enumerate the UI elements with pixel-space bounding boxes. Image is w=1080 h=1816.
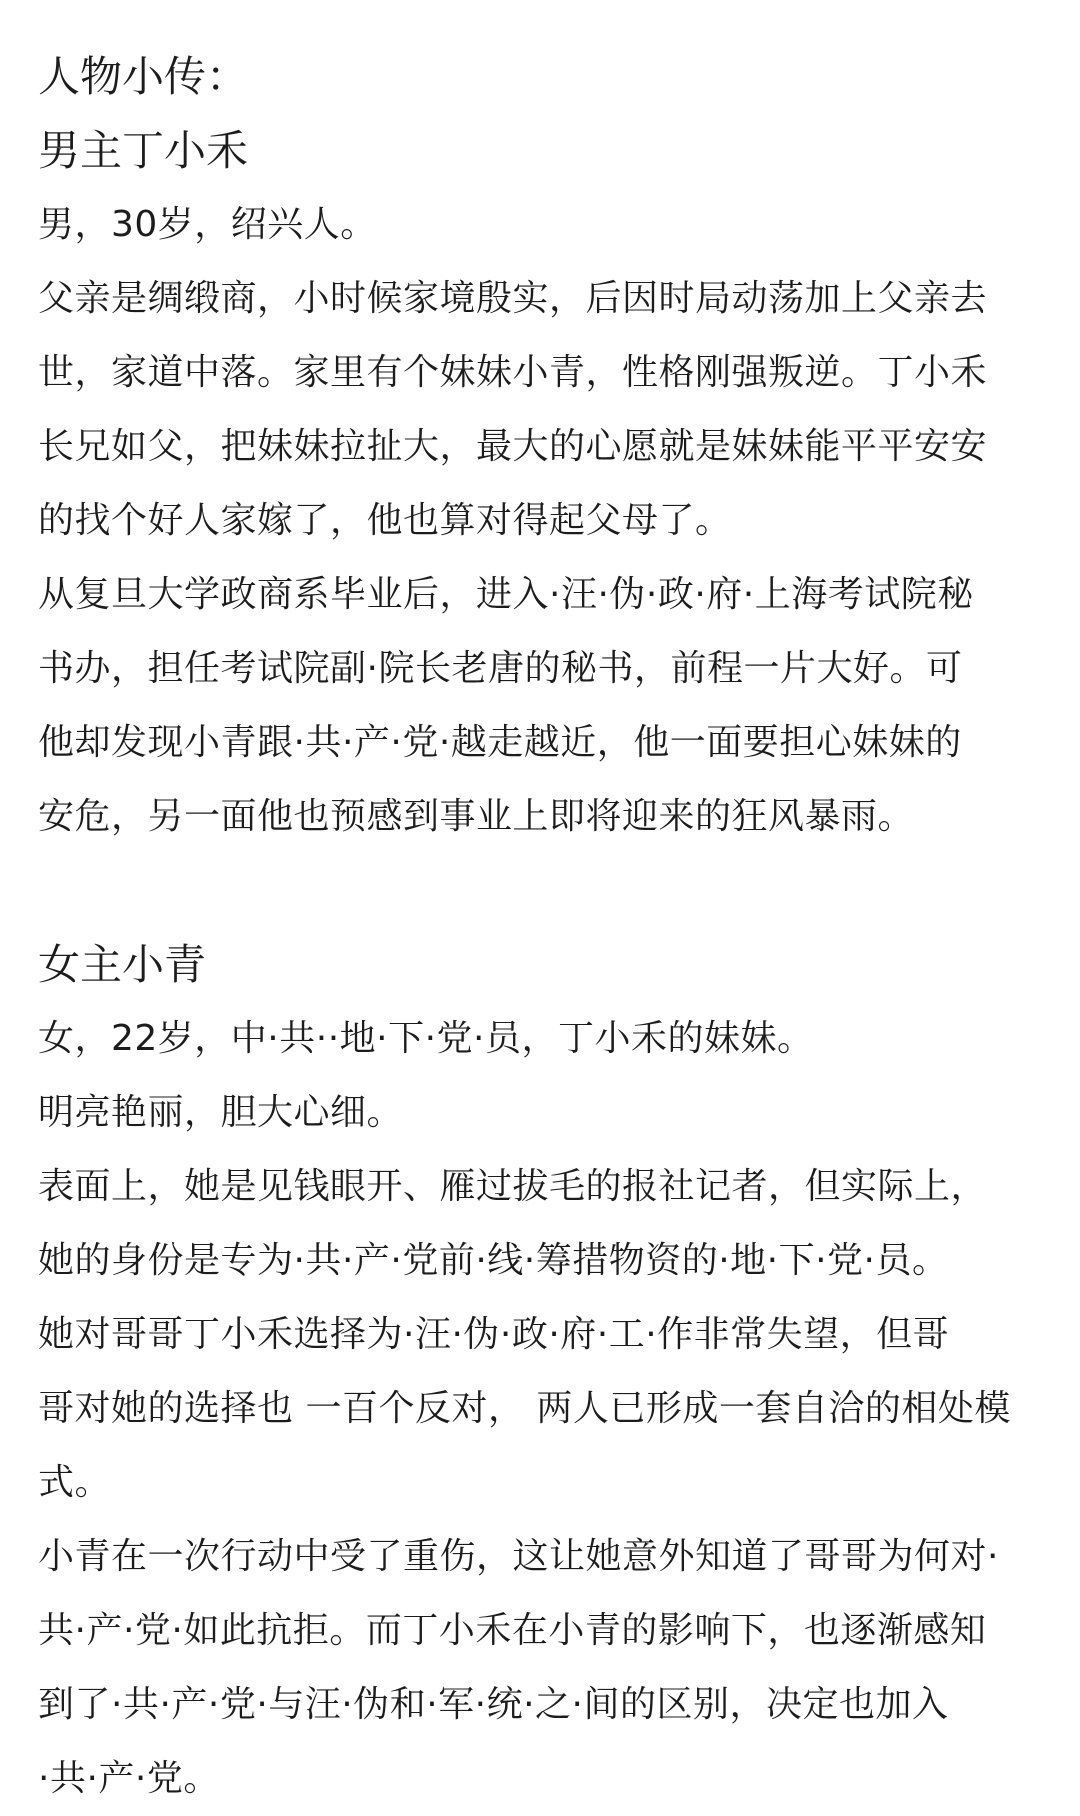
text-line: 表面上，她是见钱眼开、雁过拔毛的报社记者，但实际上， [38,1166,988,1207]
text-line: 到了·共·产·党·与汪·伪和·军·统·之·间的区别，决定也加入 [38,1684,949,1725]
text-line: 世，家道中落。家里有个妹妹小青，性格刚强叛逆。丁小禾 [38,352,988,393]
female-lead-heading: 女主小青 [38,940,207,989]
text-line: 式。 [38,1462,112,1503]
male-lead-heading: 男主丁小禾 [38,126,249,175]
text-line: 他却发现小青跟·共·产·党·越走越近，他一面要担心妹妹的 [38,722,962,763]
text-line: 父亲是绸缎商，小时候家境殷实，后因时局动荡加上父亲去 [38,278,988,319]
section-spacer [38,854,1042,928]
text-line: 女，22岁，中·共··地·下·党·员，丁小禾的妹妹。 [38,1018,814,1059]
male-lead-section [38,114,1042,854]
text-line: 共·产·党·如此抗拒。而丁小禾在小青的影响下，也逐渐感知 [38,1610,987,1651]
text-line: 男，30岁，绍兴人。 [38,204,377,245]
text-line: 的找个好人家嫁了，他也算对得起父母了。 [38,500,732,541]
text-line: 她对哥哥丁小禾选择为·汪·伪·政·府·工·作非常失望，但哥 [38,1314,950,1355]
female-lead-section [38,928,1042,1816]
text-line: 她的身份是专为·共·产·党前·线·筹措物资的·地·下·党·员。 [38,1240,949,1281]
text-line: 从复旦大学政商系毕业后，进入·汪·伪·政·府·上海考试院秘 [38,574,974,615]
text-line: 哥对她的选择也 一百个反对， 两人已形成一套自洽的相处模 [38,1388,1011,1429]
text-line: ·共·产·党。 [38,1758,220,1799]
text-line: 书办，担任考试院副·院长老唐的秘书，前程一片大好。可 [38,648,963,689]
text-line: 明亮艳丽，胆大心细。 [38,1092,404,1133]
page-title: 人物小传： [38,52,249,101]
text-line: 安危，另一面他也预感到事业上即将迎来的狂风暴雨。 [38,796,915,837]
text-line: 长兄如父，把妹妹拉扯大，最大的心愿就是妹妹能平平安安 [38,426,988,467]
text-line: 小青在一次行动中受了重伤，这让她意外知道了哥哥为何对· [38,1536,999,1577]
